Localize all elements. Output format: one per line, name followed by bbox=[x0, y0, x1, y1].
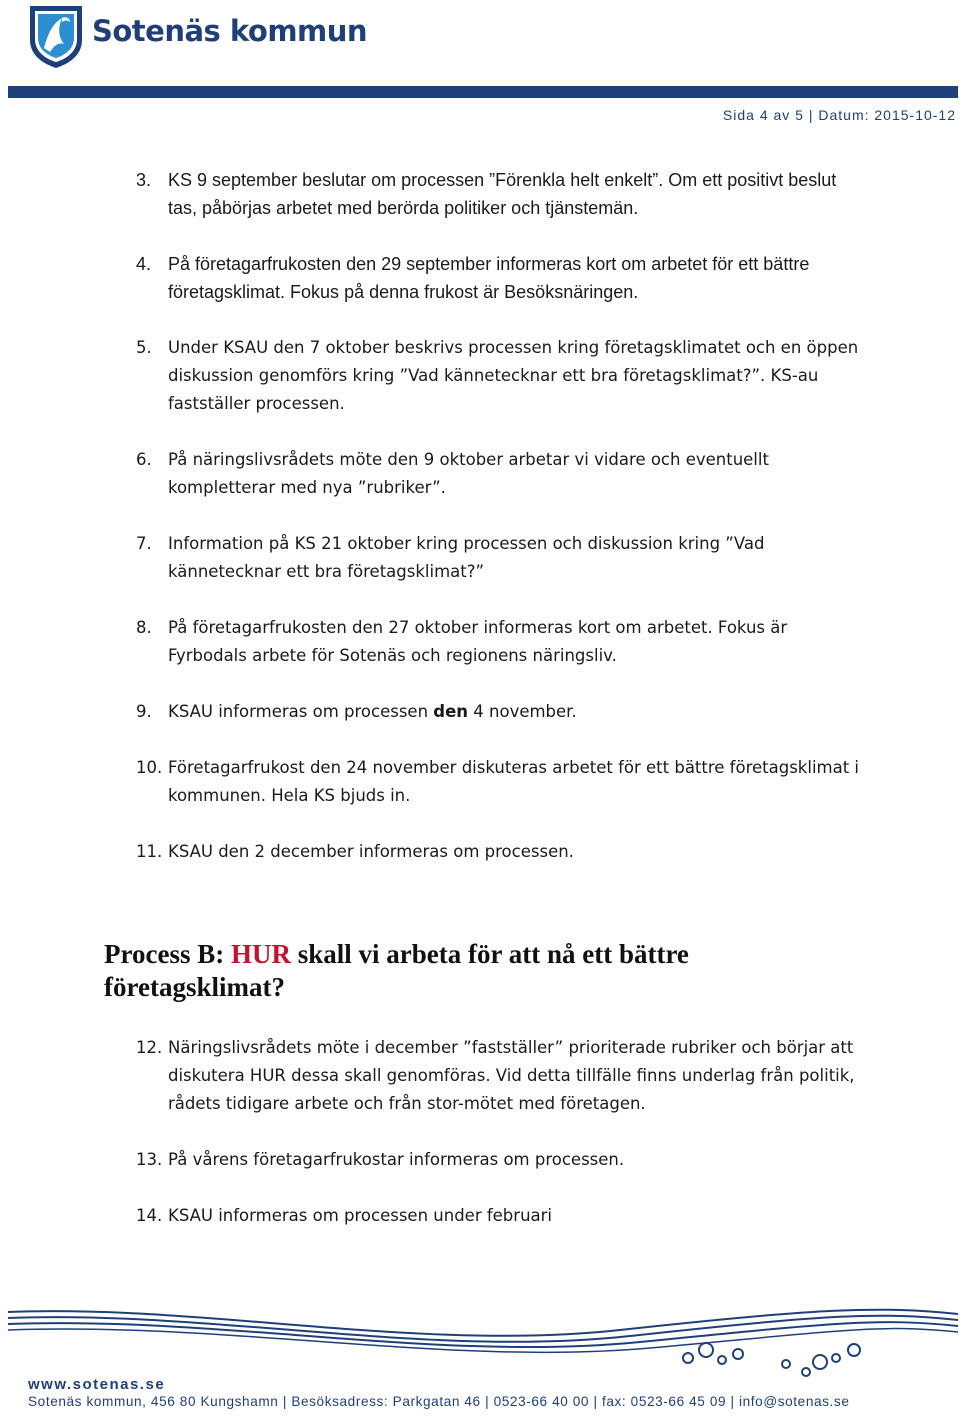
list-item bbox=[136, 838, 866, 866]
list-item bbox=[136, 614, 866, 670]
list-item bbox=[136, 334, 866, 418]
list-item bbox=[136, 1146, 866, 1174]
list-item bbox=[136, 530, 866, 586]
list-item-number: 12. bbox=[136, 1038, 163, 1057]
sotenas-logo-icon bbox=[28, 4, 84, 70]
heading-accent: HUR bbox=[230, 939, 291, 969]
list-item-text: Information på KS 21 oktober kring processen och diskussion kring ”Vad kännetecknar ett bra företagsklimat?” bbox=[168, 534, 765, 581]
footer-address: Sotenäs kommun, 456 80 Kungshamn | Besöksadress: Parkgatan 46 | 0523-66 40 00 | fax: 0523-66 45 09 | info@sotenas.se bbox=[28, 1394, 850, 1409]
text-segment: 4 november. bbox=[468, 702, 577, 721]
list-item-number: 8. bbox=[136, 618, 152, 637]
list-item-text: På företagarfrukosten den 29 september informeras kort om arbetet för ett bättre företagsklimat. Fokus på denna frukost är Besöksnäringen. bbox=[168, 254, 810, 302]
list-item bbox=[136, 1202, 866, 1230]
list-item-number: 13. bbox=[136, 1150, 163, 1169]
list-item bbox=[136, 250, 866, 306]
list-item-text: På vårens företagarfrukostar informeras om processen. bbox=[168, 1150, 625, 1169]
page-info: Sida 4 av 5 | Datum: 2015-10-12 bbox=[722, 107, 956, 123]
list-item-text: Näringslivsrådets möte i december ”fastställer” prioriterade rubriker och börjar att diskutera HUR dessa skall genomföras. Vid detta tillfälle finns underlag från politik, rådets tidigare arbete och från stor-mötet med företagen. bbox=[168, 1038, 855, 1113]
list-item bbox=[136, 166, 866, 222]
list-item-number: 3. bbox=[136, 170, 152, 190]
list-item-number: 6. bbox=[136, 450, 152, 469]
section-heading bbox=[104, 938, 824, 1004]
list-item-number: 7. bbox=[136, 534, 152, 553]
org-name: Sotenäs kommun bbox=[92, 14, 368, 48]
list-item-number: 11. bbox=[136, 842, 163, 861]
list-item-number: 9. bbox=[136, 702, 152, 721]
list-item bbox=[136, 1034, 866, 1118]
list-item-number: 14. bbox=[136, 1206, 163, 1225]
heading-rest: skall vi arbeta för att nå ett bättre företagsklimat? bbox=[104, 939, 689, 1002]
list-item bbox=[136, 698, 866, 726]
list-item-text: KSAU informeras om processen under februari bbox=[168, 1206, 553, 1225]
footer-wave-decoration bbox=[0, 1300, 960, 1380]
heading-prefix: Process B: bbox=[104, 939, 231, 969]
list-item-text: På företagarfrukosten den 27 oktober informeras kort om arbetet. Fokus är Fyrbodals arbete för Sotenäs och regionens näringsliv. bbox=[168, 618, 788, 665]
list-item-text: KSAU den 2 december informeras om processen. bbox=[168, 842, 574, 861]
list-item bbox=[136, 446, 866, 502]
bold-text: den bbox=[433, 702, 469, 721]
list-item-number: 10. bbox=[136, 758, 163, 777]
list-item-text: På näringslivsrådets möte den 9 oktober arbetar vi vidare och eventuellt kompletterar med nya ”rubriker”. bbox=[168, 450, 769, 497]
footer-website-link[interactable]: www.sotenas.se bbox=[28, 1376, 166, 1393]
list-item-text: KS 9 september beslutar om processen ”Förenkla helt enkelt”. Om ett positivt beslut tas, påbörjas arbetet med berörda politiker och tjänstemän. bbox=[168, 170, 837, 218]
text-segment: KSAU informeras om processen bbox=[168, 702, 434, 721]
header-divider bbox=[8, 86, 958, 98]
list-item-number: 5. bbox=[136, 338, 152, 357]
list-item-text: Företagarfrukost den 24 november diskuteras arbetet för ett bättre företagsklimat i kommunen. Hela KS bjuds in. bbox=[168, 758, 860, 805]
list-item-number: 4. bbox=[136, 254, 152, 274]
list-item-text bbox=[168, 698, 866, 726]
list-item-text: Under KSAU den 7 oktober beskrivs processen kring företagsklimatet och en öppen diskussion genomförs kring ”Vad kännetecknar ett bra företagsklimat?”. KS-au fastställer processen. bbox=[168, 338, 859, 413]
list-item bbox=[136, 754, 866, 810]
